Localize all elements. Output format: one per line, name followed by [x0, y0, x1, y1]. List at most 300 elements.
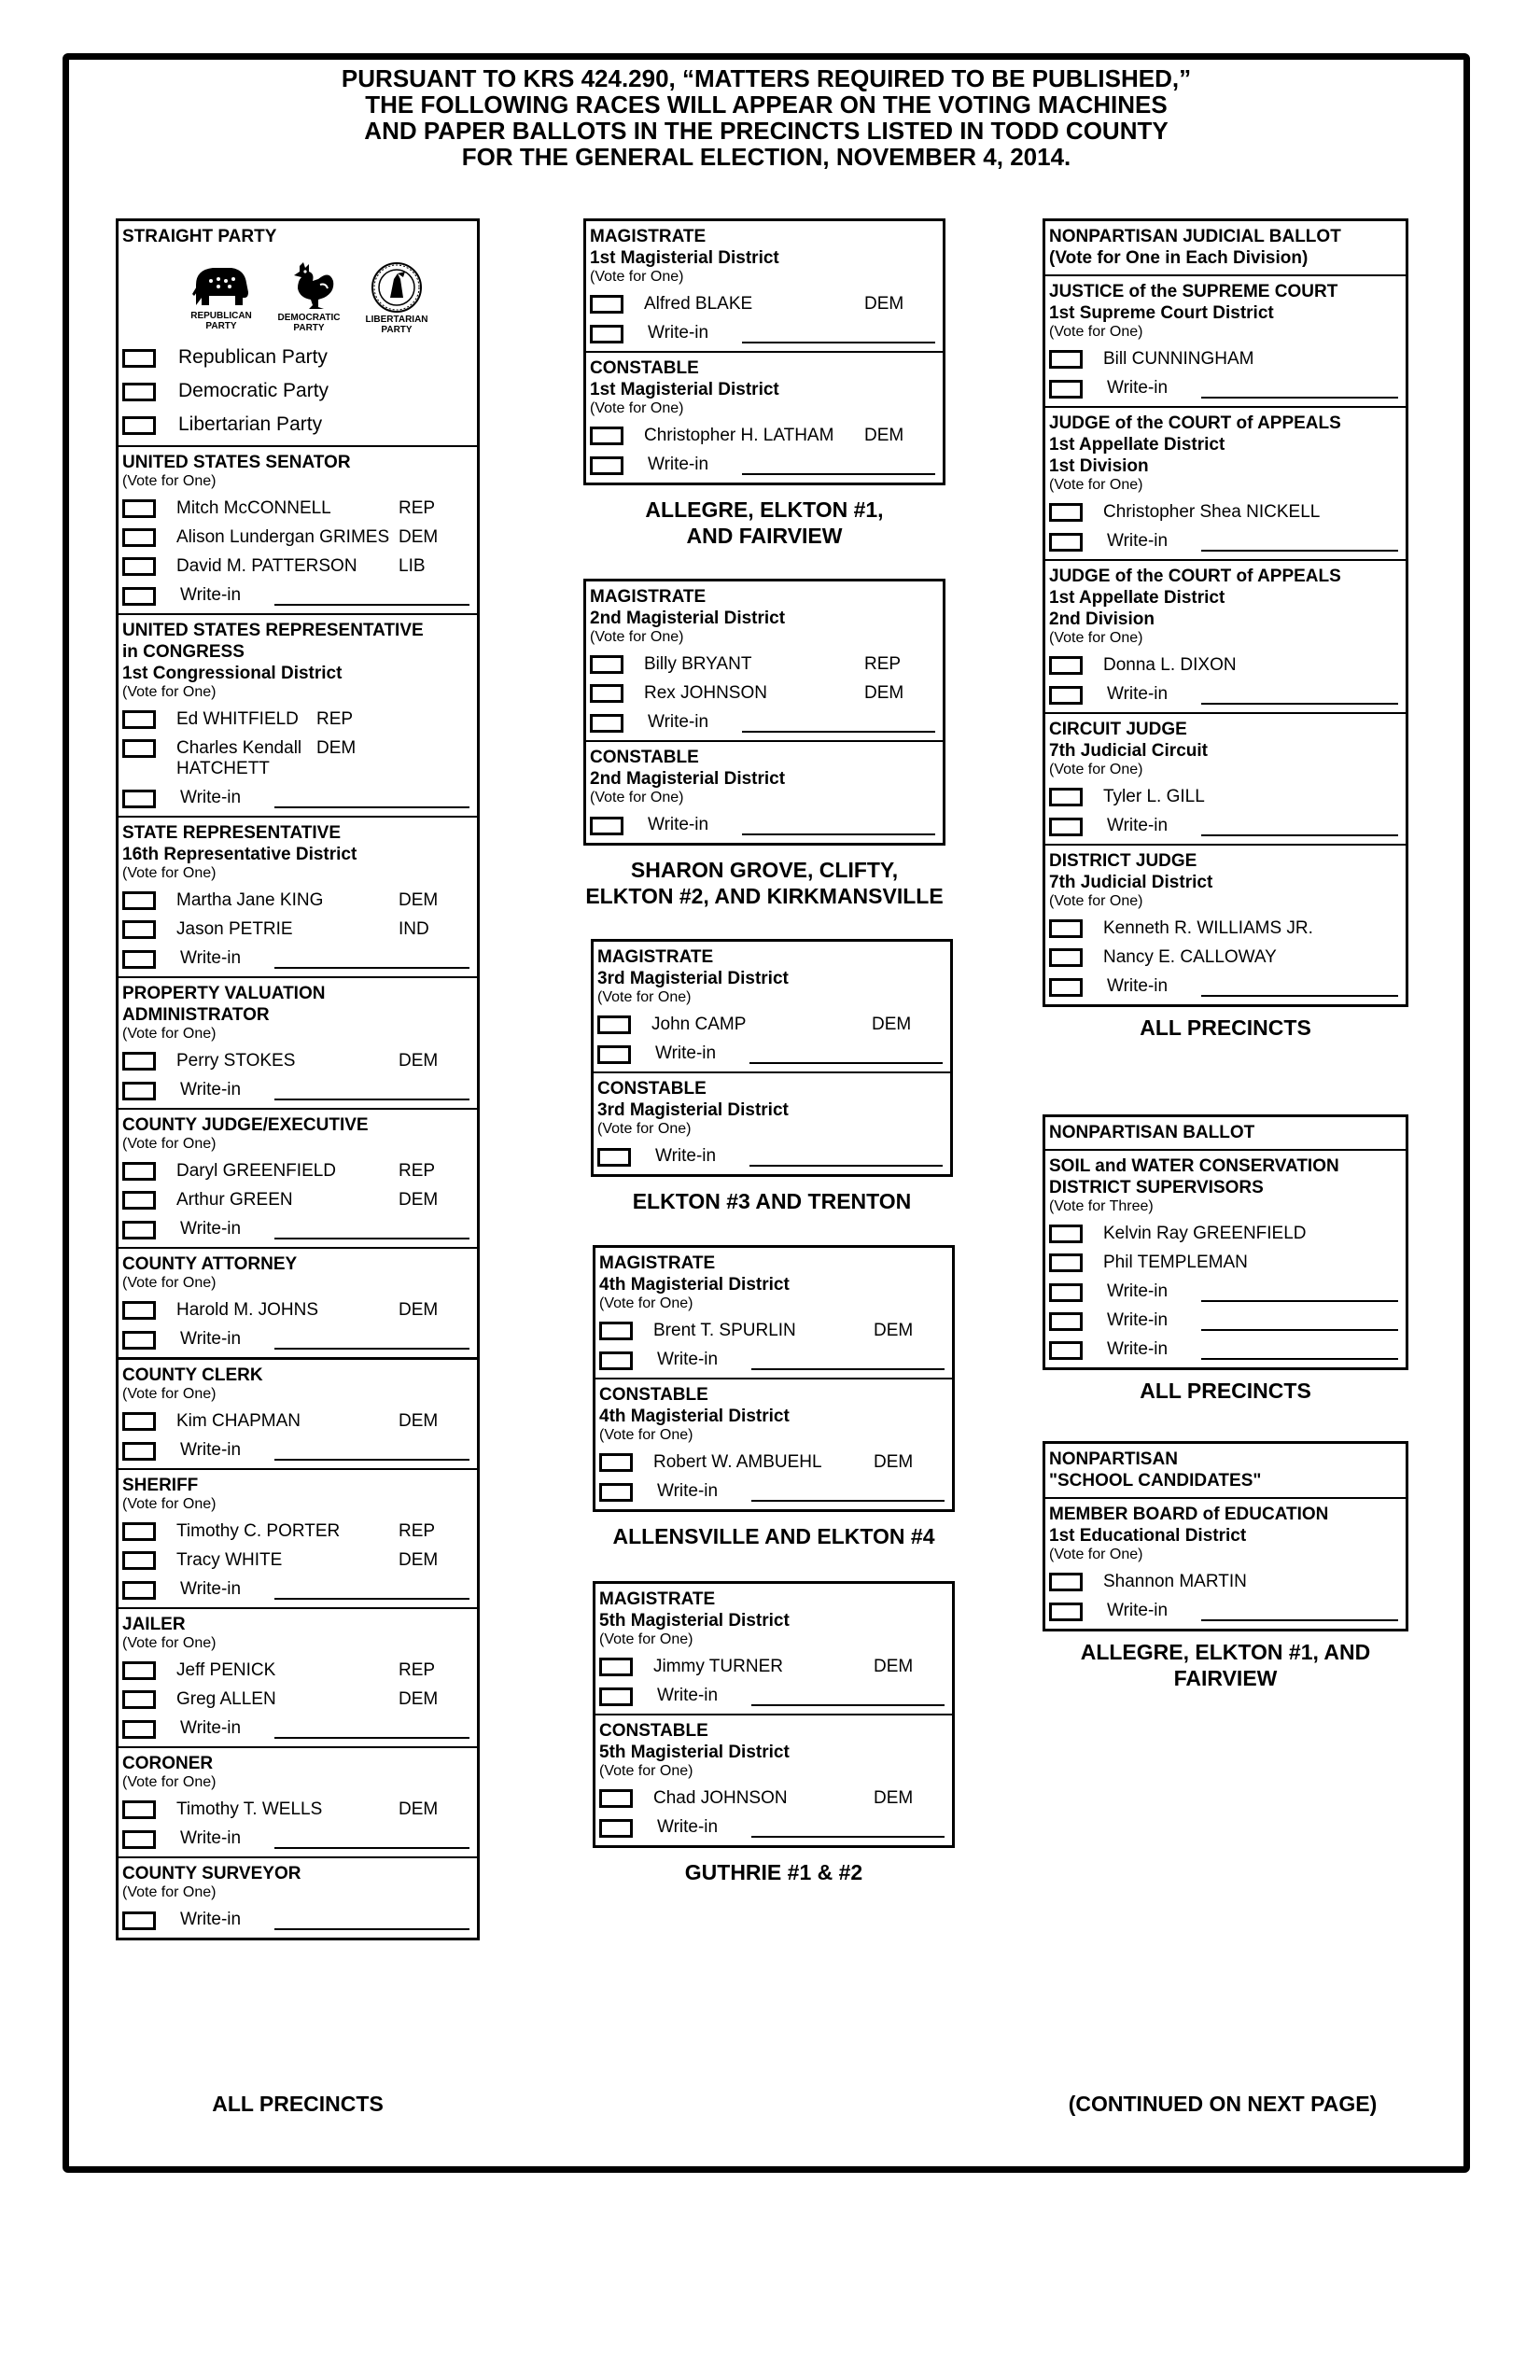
write-in-line[interactable]: [1201, 385, 1398, 399]
ballot-heading: [1045, 221, 1406, 274]
write-in-line[interactable]: [274, 1087, 469, 1100]
candidate-name: Billy BRYANT: [644, 654, 752, 674]
precinct-caption: [1043, 1378, 1408, 1404]
ballot-checkbox[interactable]: [122, 739, 156, 758]
race-title-line: 3rd Magisterial District: [597, 969, 789, 988]
race-title-line: SHERIFF: [122, 1476, 199, 1495]
race-title: [597, 1078, 946, 1121]
write-in-line[interactable]: [1201, 1289, 1398, 1302]
ballot-checkbox[interactable]: [122, 1581, 156, 1600]
candidate-party: DEM: [874, 1321, 914, 1340]
precinct-caption-line: ALLENSVILLE AND ELKTON #4: [612, 1524, 935, 1548]
ballot-checkbox[interactable]: [122, 1690, 156, 1709]
candidate-row: [122, 1411, 473, 1432]
ballot-checkbox[interactable]: [1049, 919, 1083, 938]
ballot-checkbox[interactable]: [1049, 1253, 1083, 1272]
party-logos: [182, 260, 473, 335]
candidate-name: Timothy T. WELLS: [176, 1799, 323, 1819]
write-in-label: Write-in: [180, 1440, 242, 1460]
race-title: [122, 1475, 473, 1496]
district-group: [583, 579, 945, 909]
write-in-line[interactable]: [742, 720, 935, 733]
write-in-label: Write-in: [657, 1686, 719, 1705]
district-ballot: [593, 1581, 955, 1848]
ballot-checkbox[interactable]: [1049, 380, 1083, 399]
race-section: [595, 1248, 952, 1378]
ballot-checkbox[interactable]: [122, 1720, 156, 1739]
ballot-checkbox[interactable]: [597, 1045, 631, 1064]
ballot-checkbox[interactable]: [122, 1830, 156, 1849]
write-in-line[interactable]: [274, 593, 469, 606]
ballot-checkbox[interactable]: [122, 349, 156, 368]
write-in-line[interactable]: [1201, 1347, 1398, 1360]
write-in-line[interactable]: [749, 1051, 943, 1064]
candidate-party: DEM: [399, 1190, 439, 1210]
candidate-row: [122, 709, 473, 730]
write-in-row: [1049, 816, 1402, 836]
ballot-checkbox[interactable]: [597, 1015, 631, 1034]
write-in-line[interactable]: [751, 1357, 945, 1370]
race-title-line: UNITED STATES SENATOR: [122, 453, 351, 472]
ballot-checkbox[interactable]: [122, 1412, 156, 1431]
candidate-party: DEM: [399, 1051, 439, 1071]
race-title-line: JAILER: [122, 1615, 186, 1634]
race-title: [122, 1114, 473, 1136]
candidate-row: [1049, 1572, 1402, 1592]
write-in-row: [1049, 1281, 1402, 1302]
ballot-checkbox[interactable]: [122, 416, 156, 435]
candidate-row: [122, 527, 473, 548]
write-in-line[interactable]: [751, 1825, 945, 1838]
race-title-line: CONSTABLE: [597, 1079, 707, 1099]
race-title: [1049, 1155, 1402, 1198]
candidate-row: [599, 1788, 948, 1809]
ballot-checkbox[interactable]: [590, 456, 623, 475]
race-title: [122, 452, 473, 473]
race-title-line: 1st Magisterial District: [590, 248, 779, 268]
ballot-checkbox[interactable]: [1049, 1341, 1083, 1360]
race-title-line: CONSTABLE: [599, 1385, 708, 1405]
race-section: [1045, 1149, 1406, 1367]
straight-party-title: STRAIGHT PARTY: [122, 227, 277, 246]
ballot-checkbox[interactable]: [1049, 818, 1083, 836]
candidate-row: [590, 294, 939, 315]
candidate-name: Harold M. JOHNS: [176, 1300, 319, 1320]
race-title-line: MAGISTRATE: [599, 1253, 716, 1273]
ballot-checkbox[interactable]: [122, 1551, 156, 1570]
vote-instruction: (Vote for One): [1049, 324, 1143, 340]
candidate-name: Jason PETRIE: [176, 919, 293, 939]
ballot-checkbox[interactable]: [590, 714, 623, 733]
race-section: [119, 1468, 477, 1607]
race-title-line: CONSTABLE: [590, 748, 699, 767]
ballot-checkbox[interactable]: [590, 427, 623, 445]
ballot-checkbox[interactable]: [122, 1442, 156, 1461]
vote-instruction: (Vote for One): [122, 1635, 217, 1651]
ballot-checkbox[interactable]: [599, 1687, 633, 1706]
candidate-row: [122, 1051, 473, 1071]
race-title: [122, 822, 473, 865]
ballot-checkbox[interactable]: [1049, 788, 1083, 806]
precinct-caption: [593, 1859, 955, 1885]
race-title-line: 16th Representative District: [122, 845, 357, 864]
candidate-party: DEM: [399, 1550, 439, 1570]
write-in-line[interactable]: [1201, 1318, 1398, 1331]
candidate-row: [122, 738, 473, 779]
candidate-party: REP: [399, 1521, 436, 1541]
ballot-checkbox[interactable]: [590, 325, 623, 343]
ballot-checkbox[interactable]: [1049, 1603, 1083, 1621]
vote-instruction: (Vote for One): [599, 1295, 693, 1311]
party-logo-caption: LIBERTARIAN PARTY: [365, 315, 428, 335]
nonpartisan-ballot: [1043, 218, 1408, 1007]
write-in-line[interactable]: [274, 1836, 469, 1849]
district-group: [591, 939, 953, 1214]
write-in-label: Write-in: [180, 585, 242, 605]
race-title: [122, 1253, 473, 1275]
write-in-label: Write-in: [1107, 531, 1169, 551]
ballot-checkbox[interactable]: [122, 1191, 156, 1210]
party-option-label: Democratic Party: [178, 380, 329, 401]
candidate-name: Donna L. DIXON: [1103, 655, 1237, 675]
ballot-checkbox[interactable]: [122, 587, 156, 606]
ballot-checkbox[interactable]: [599, 1658, 633, 1676]
write-in-line[interactable]: [274, 1448, 469, 1461]
write-in-line[interactable]: [274, 795, 469, 808]
vote-instruction: (Vote for One): [1049, 893, 1143, 909]
candidate-row: [122, 1799, 473, 1820]
ballot-heading-line: NONPARTISAN BALLOT: [1049, 1123, 1255, 1142]
vote-instruction: (Vote for One): [1049, 630, 1143, 646]
write-in-row: [597, 1146, 946, 1167]
race-section: [119, 816, 477, 976]
ballot-checkbox[interactable]: [1049, 350, 1083, 369]
race-title: [599, 1253, 948, 1295]
write-in-line[interactable]: [751, 1489, 945, 1502]
ballot-checkbox[interactable]: [122, 528, 156, 547]
candidate-name: Shannon MARTIN: [1103, 1572, 1247, 1591]
write-in-row: [122, 1828, 473, 1849]
write-in-label: Write-in: [180, 1080, 242, 1099]
ballot-checkbox[interactable]: [122, 1911, 156, 1930]
straight-party-option: [122, 380, 473, 402]
ballot-checkbox[interactable]: [122, 557, 156, 576]
race-section: [119, 1856, 477, 1938]
write-in-line[interactable]: [742, 330, 935, 343]
candidate-name: Robert W. AMBUEHL: [653, 1452, 822, 1472]
candidate-row: [1049, 947, 1402, 968]
candidate-row: [1049, 1224, 1402, 1244]
race-title: [122, 1753, 473, 1774]
write-in-line[interactable]: [742, 462, 935, 475]
ballot-checkbox[interactable]: [122, 1331, 156, 1350]
ballot-checkbox[interactable]: [590, 295, 623, 314]
ballot-heading: [1045, 1444, 1406, 1497]
candidate-row: [599, 1321, 948, 1341]
ballot-checkbox[interactable]: [1049, 1283, 1083, 1302]
party-option-label: Libertarian Party: [178, 413, 323, 435]
party-logo-caption: DEMOCRATIC PARTY: [277, 313, 341, 333]
candidate-name: Alison Lundergan GRIMES: [176, 527, 390, 547]
race-title: [1049, 850, 1402, 893]
race-section: [586, 740, 943, 843]
ballot-checkbox[interactable]: [122, 499, 156, 518]
ballot-checkbox[interactable]: [1049, 948, 1083, 967]
write-in-label: Write-in: [180, 788, 242, 807]
candidate-party: REP: [399, 1161, 436, 1181]
candidate-row: [599, 1452, 948, 1473]
race-title-line: CIRCUIT JUDGE: [1049, 720, 1187, 739]
race-title: [599, 1384, 948, 1427]
write-in-line[interactable]: [742, 822, 935, 835]
ballot-checkbox[interactable]: [599, 1351, 633, 1370]
ballot-checkbox[interactable]: [1049, 1312, 1083, 1331]
candidate-name: Kim CHAPMAN: [176, 1411, 301, 1431]
race-title-line: in CONGRESS: [122, 642, 245, 662]
candidate-row: [122, 890, 473, 911]
candidate-row: [1049, 655, 1402, 676]
write-in-label: Write-in: [1107, 378, 1169, 398]
write-in-row: [1049, 1339, 1402, 1360]
write-in-line[interactable]: [1201, 539, 1398, 552]
candidate-name: Arthur GREEN: [176, 1190, 293, 1210]
race-section: [586, 581, 943, 740]
ballot-checkbox[interactable]: [599, 1322, 633, 1340]
write-in-row: [122, 1440, 473, 1461]
write-in-label: Write-in: [1107, 684, 1169, 704]
ballot-checkbox[interactable]: [122, 1052, 156, 1071]
write-in-line[interactable]: [274, 1226, 469, 1239]
ballot-checkbox[interactable]: [1049, 656, 1083, 675]
race-section: [119, 1247, 477, 1357]
candidate-party: DEM: [316, 738, 357, 758]
write-in-label: Write-in: [180, 1828, 242, 1848]
candidate-name: Ed WHITFIELD: [176, 709, 299, 729]
candidate-row: [122, 1190, 473, 1211]
ballot-checkbox[interactable]: [599, 1819, 633, 1838]
header-line: FOR THE GENERAL ELECTION, NOVEMBER 4, 2014.: [461, 143, 1071, 171]
ballot-checkbox[interactable]: [122, 383, 156, 401]
header-line: AND PAPER BALLOTS IN THE PRECINCTS LISTED IN TODD COUNTY: [364, 117, 1169, 145]
race-title-line: COUNTY CLERK: [122, 1365, 263, 1385]
write-in-row: [122, 1718, 473, 1739]
precinct-caption-line: GUTHRIE #1 & #2: [684, 1860, 863, 1884]
ballot-checkbox[interactable]: [1049, 686, 1083, 705]
candidate-row: [1049, 787, 1402, 807]
race-title-line: 7th Judicial District: [1049, 873, 1213, 892]
write-in-row: [590, 455, 939, 475]
candidate-party: REP: [864, 654, 902, 674]
race-title-line: COUNTY ATTORNEY: [122, 1254, 298, 1274]
candidate-row: [122, 498, 473, 519]
write-in-row: [599, 1817, 948, 1838]
vote-instruction: (Vote for One): [590, 400, 684, 416]
ballot-checkbox[interactable]: [1049, 978, 1083, 997]
race-title-line: MAGISTRATE: [599, 1589, 716, 1609]
precinct-caption-line: ALLEGRE, ELKTON #1, AND: [1080, 1640, 1371, 1664]
candidate-row: [590, 654, 939, 675]
ballot-checkbox[interactable]: [122, 1661, 156, 1680]
ballot-checkbox[interactable]: [122, 1082, 156, 1100]
race-section: [1045, 559, 1406, 712]
write-in-label: Write-in: [1107, 1310, 1169, 1330]
write-in-row: [1049, 1310, 1402, 1331]
write-in-label: Write-in: [648, 323, 709, 343]
ballot-checkbox[interactable]: [590, 817, 623, 835]
candidate-party: DEM: [864, 294, 904, 314]
district-ballot: [593, 1245, 955, 1512]
precinct-caption: [583, 857, 945, 909]
race-section: [119, 1357, 477, 1468]
vote-instruction: (Vote for One): [1049, 477, 1143, 493]
ballot-checkbox[interactable]: [122, 920, 156, 939]
ballot-checkbox[interactable]: [122, 1162, 156, 1181]
write-in-line[interactable]: [274, 1587, 469, 1600]
race-section: [595, 1714, 952, 1845]
write-in-label: Write-in: [1107, 976, 1169, 996]
ballot-checkbox[interactable]: [1049, 533, 1083, 552]
candidate-row: [122, 1300, 473, 1321]
party-logo-caption: REPUBLICAN PARTY: [190, 311, 252, 331]
write-in-label: Write-in: [655, 1146, 717, 1166]
precinct-caption: [593, 1523, 955, 1549]
write-in-label: Write-in: [648, 815, 709, 834]
race-title-line: COUNTY JUDGE/EXECUTIVE: [122, 1115, 369, 1135]
write-in-row: [1049, 378, 1402, 399]
vote-instruction: (Vote for One): [599, 1631, 693, 1647]
party-logo: [270, 260, 348, 335]
race-title: [122, 983, 473, 1026]
race-section: [594, 942, 950, 1071]
ballot-checkbox[interactable]: [122, 1800, 156, 1819]
candidate-party: REP: [399, 498, 436, 518]
candidate-row: [122, 1161, 473, 1182]
ballot-checkbox[interactable]: [122, 710, 156, 729]
write-in-label: Write-in: [657, 1350, 719, 1369]
ballot-checkbox[interactable]: [1049, 1225, 1083, 1243]
header-line: PURSUANT TO KRS 424.290, “MATTERS REQUIRED TO BE PUBLISHED,”: [341, 64, 1192, 92]
write-in-line[interactable]: [274, 956, 469, 969]
candidate-name: Jeff PENICK: [176, 1660, 276, 1680]
ballot-checkbox[interactable]: [122, 950, 156, 969]
candidate-name: Christopher Shea NICKELL: [1103, 502, 1321, 522]
ballot-checkbox[interactable]: [599, 1483, 633, 1502]
race-title-line: CORONER: [122, 1754, 214, 1773]
write-in-row: [1049, 1601, 1402, 1621]
ballot-checkbox[interactable]: [122, 1221, 156, 1239]
precinct-caption: [1043, 1015, 1408, 1041]
ballot-checkbox[interactable]: [599, 1789, 633, 1808]
race-title-line: DISTRICT JUDGE: [1049, 851, 1197, 871]
candidate-party: DEM: [874, 1452, 914, 1472]
race-section: [594, 1071, 950, 1174]
write-in-line[interactable]: [274, 1917, 469, 1930]
race-title-line: 5th Magisterial District: [599, 1743, 790, 1762]
candidate-name: Daryl GREENFIELD: [176, 1161, 337, 1181]
precinct-caption-line: ELKTON #3 AND TRENTON: [632, 1189, 912, 1213]
ballot-checkbox[interactable]: [122, 1301, 156, 1320]
candidate-party: DEM: [399, 1689, 439, 1709]
vote-instruction: (Vote for One): [122, 1275, 217, 1291]
ballot-checkbox[interactable]: [122, 891, 156, 910]
race-title-line: 5th Magisterial District: [599, 1611, 790, 1631]
race-title-line: 4th Magisterial District: [599, 1275, 790, 1295]
write-in-line[interactable]: [1201, 1608, 1398, 1621]
candidate-name: John CAMP: [651, 1015, 747, 1034]
write-in-line[interactable]: [751, 1693, 945, 1706]
ballot-heading: [1045, 1117, 1406, 1149]
ballot-checkbox[interactable]: [122, 1522, 156, 1541]
vote-instruction: (Vote for One): [1049, 1547, 1143, 1562]
race-title: [590, 586, 939, 629]
ballot-heading-line: NONPARTISAN JUDICIAL BALLOT: [1049, 227, 1341, 246]
write-in-row: [1049, 531, 1402, 552]
straight-party-option: [122, 413, 473, 436]
libertarian-seal-icon: [370, 260, 424, 315]
ballot-checkbox[interactable]: [599, 1453, 633, 1472]
write-in-line[interactable]: [274, 1337, 469, 1350]
race-section: [119, 445, 477, 613]
candidate-row: [1049, 502, 1402, 523]
race-title-line: MAGISTRATE: [597, 947, 714, 967]
candidate-party: DEM: [399, 1411, 439, 1431]
ballot-checkbox[interactable]: [122, 790, 156, 808]
write-in-row: [122, 1329, 473, 1350]
race-title-line: MAGISTRATE: [590, 227, 707, 246]
write-in-label: Write-in: [180, 1579, 242, 1599]
write-in-line[interactable]: [1201, 984, 1398, 997]
precinct-caption-line: ELKTON #2, AND KIRKMANSVILLE: [585, 884, 944, 908]
race-title: [122, 1863, 473, 1884]
candidate-row: [122, 1660, 473, 1681]
write-in-row: [122, 1219, 473, 1239]
race-section: [119, 976, 477, 1108]
race-title: [597, 946, 946, 989]
race-title: [1049, 413, 1402, 477]
write-in-line[interactable]: [274, 1726, 469, 1739]
write-in-line[interactable]: [1201, 823, 1398, 836]
write-in-label: Write-in: [657, 1817, 719, 1837]
race-title: [599, 1720, 948, 1763]
race-title: [590, 226, 939, 269]
candidate-row: [122, 919, 473, 940]
ballot-checkbox[interactable]: [1049, 503, 1083, 522]
candidate-name: Kenneth R. WILLIAMS JR.: [1103, 918, 1313, 938]
ballot-checkbox[interactable]: [590, 684, 623, 703]
race-section: [119, 1746, 477, 1856]
race-title: [1049, 1504, 1402, 1547]
write-in-row: [1049, 976, 1402, 997]
candidate-party: DEM: [864, 683, 904, 703]
race-title-line: PROPERTY VALUATION: [122, 984, 326, 1003]
ballot-checkbox[interactable]: [590, 655, 623, 674]
header-line: THE FOLLOWING RACES WILL APPEAR ON THE VOTING MACHINES: [365, 91, 1168, 119]
candidate-party: IND: [399, 919, 429, 939]
race-title-line: COUNTY SURVEYOR: [122, 1864, 301, 1883]
candidate-name: Alfred BLAKE: [644, 294, 753, 314]
vote-instruction: (Vote for One): [122, 1496, 217, 1512]
candidate-row: [1049, 1253, 1402, 1273]
ballot-checkbox[interactable]: [597, 1148, 631, 1167]
district-ballot: [583, 579, 945, 846]
race-title: [1049, 281, 1402, 324]
write-in-label: Write-in: [1107, 1601, 1169, 1620]
write-in-line[interactable]: [749, 1154, 943, 1167]
candidate-name: Christopher H. LATHAM: [644, 426, 834, 445]
ballot-checkbox[interactable]: [1049, 1573, 1083, 1591]
write-in-line[interactable]: [1201, 692, 1398, 705]
candidate-name: Jimmy TURNER: [653, 1657, 783, 1676]
